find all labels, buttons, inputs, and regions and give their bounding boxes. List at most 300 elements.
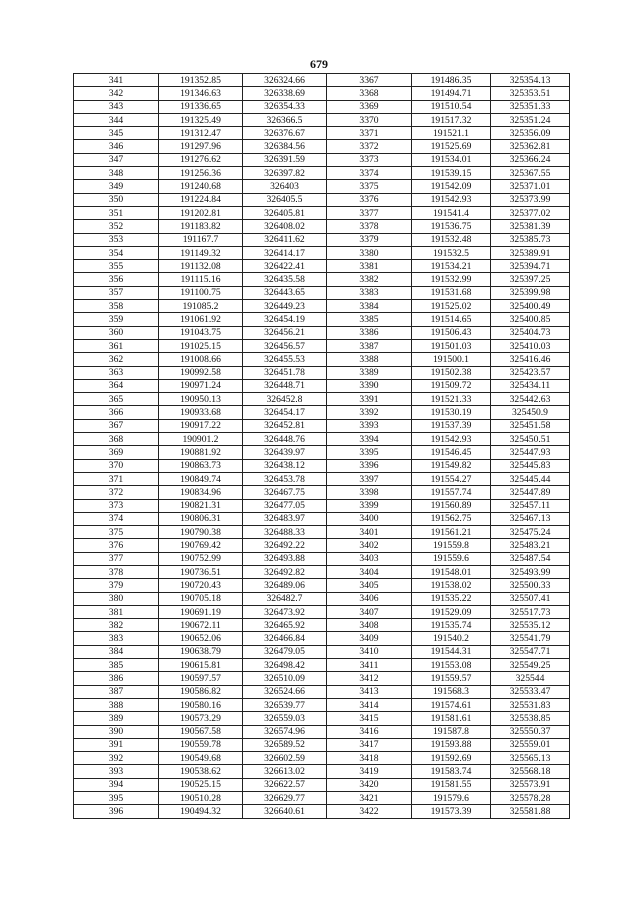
point-number-left: 354 [74,246,159,259]
point-number-right: 3419 [327,765,412,778]
point-number-left: 353 [74,233,159,246]
y-coordinate-left: 326405.5 [243,193,327,206]
x-coordinate-right: 191534.01 [412,153,491,166]
x-coordinate-right: 191525.69 [412,140,491,153]
page-number: 679 [310,57,328,71]
y-coordinate-right: 325578.28 [491,792,570,805]
x-coordinate-right: 191557.74 [412,486,491,499]
y-coordinate-left: 326482.7 [243,592,327,605]
y-coordinate-right: 325517.73 [491,605,570,618]
point-number-left: 362 [74,353,159,366]
point-number-right: 3412 [327,672,412,685]
x-coordinate-left: 191115.16 [159,273,243,286]
table-row [74,100,570,113]
x-coordinate-right: 191531.68 [412,286,491,299]
x-coordinate-left: 191167.7 [159,233,243,246]
y-coordinate-right: 325445.44 [491,472,570,485]
x-coordinate-left: 190705.18 [159,592,243,605]
point-number-left: 375 [74,526,159,539]
point-number-left: 344 [74,113,159,126]
y-coordinate-right: 325445.83 [491,459,570,472]
table-row [74,379,570,392]
point-number-right: 3417 [327,738,412,751]
point-number-right: 3379 [327,233,412,246]
y-coordinate-right: 325559.01 [491,738,570,751]
y-coordinate-right: 325500.33 [491,579,570,592]
coordinates-table-body [74,74,570,819]
x-coordinate-left: 191312.47 [159,127,243,140]
x-coordinate-right: 191540.2 [412,632,491,645]
table-row [74,446,570,459]
table-row [74,459,570,472]
y-coordinate-right: 325531.83 [491,698,570,711]
y-coordinate-right: 325544 [491,672,570,685]
point-number-right: 3395 [327,446,412,459]
y-coordinate-right: 325367.55 [491,167,570,180]
table-row [74,632,570,645]
point-number-right: 3378 [327,220,412,233]
y-coordinate-right: 325373.99 [491,193,570,206]
x-coordinate-right: 191548.01 [412,565,491,578]
table-row [74,260,570,273]
y-coordinate-right: 325399.98 [491,286,570,299]
y-coordinate-right: 325362.81 [491,140,570,153]
point-number-right: 3392 [327,406,412,419]
x-coordinate-right: 191486.35 [412,74,491,87]
y-coordinate-right: 325581.88 [491,805,570,818]
point-number-left: 384 [74,645,159,658]
x-coordinate-right: 191535.74 [412,619,491,632]
point-number-right: 3367 [327,74,412,87]
y-coordinate-left: 326640.61 [243,805,327,818]
y-coordinate-right: 325533.47 [491,685,570,698]
point-number-left: 364 [74,379,159,392]
y-coordinate-left: 326456.21 [243,326,327,339]
point-number-right: 3410 [327,645,412,658]
point-number-left: 376 [74,539,159,552]
table-row [74,539,570,552]
x-coordinate-right: 191537.39 [412,419,491,432]
table-row [74,406,570,419]
y-coordinate-right: 325538.85 [491,712,570,725]
point-number-right: 3416 [327,725,412,738]
point-number-left: 351 [74,206,159,219]
point-number-left: 343 [74,100,159,113]
y-coordinate-right: 325573.91 [491,778,570,791]
x-coordinate-left: 190769.42 [159,539,243,552]
table-row [74,526,570,539]
point-number-left: 383 [74,632,159,645]
y-coordinate-left: 326465.92 [243,619,327,632]
table-row [74,286,570,299]
x-coordinate-left: 190494.32 [159,805,243,818]
x-coordinate-left: 190790.38 [159,526,243,539]
x-coordinate-right: 191529.09 [412,605,491,618]
x-coordinate-left: 190881.92 [159,446,243,459]
table-row [74,180,570,193]
y-coordinate-right: 325549.25 [491,659,570,672]
y-coordinate-left: 326384.56 [243,140,327,153]
point-number-right: 3375 [327,180,412,193]
y-coordinate-left: 326354.33 [243,100,327,113]
y-coordinate-right: 325547.71 [491,645,570,658]
point-number-right: 3391 [327,393,412,406]
table-row [74,552,570,565]
table-row [74,113,570,126]
x-coordinate-right: 191573.39 [412,805,491,818]
x-coordinate-right: 191592.69 [412,752,491,765]
y-coordinate-left: 326438.12 [243,459,327,472]
point-number-right: 3403 [327,552,412,565]
x-coordinate-right: 191542.93 [412,433,491,446]
table-row [74,273,570,286]
y-coordinate-right: 325416.46 [491,353,570,366]
point-number-left: 380 [74,592,159,605]
y-coordinate-right: 325507.41 [491,592,570,605]
x-coordinate-left: 191043.75 [159,326,243,339]
x-coordinate-right: 191568.3 [412,685,491,698]
table-row [74,738,570,751]
y-coordinate-left: 326492.22 [243,539,327,552]
y-coordinate-left: 326488.33 [243,526,327,539]
point-number-left: 379 [74,579,159,592]
x-coordinate-left: 191352.85 [159,74,243,87]
x-coordinate-right: 191574.61 [412,698,491,711]
point-number-right: 3383 [327,286,412,299]
y-coordinate-right: 325450.51 [491,433,570,446]
table-row [74,220,570,233]
x-coordinate-left: 190821.31 [159,499,243,512]
y-coordinate-left: 326452.8 [243,393,327,406]
x-coordinate-left: 191025.15 [159,339,243,352]
point-number-left: 347 [74,153,159,166]
x-coordinate-right: 191539.15 [412,167,491,180]
point-number-left: 349 [74,180,159,193]
point-number-left: 373 [74,499,159,512]
x-coordinate-left: 190580.16 [159,698,243,711]
y-coordinate-left: 326473.92 [243,605,327,618]
x-coordinate-right: 191501.03 [412,339,491,352]
point-number-right: 3371 [327,127,412,140]
point-number-left: 369 [74,446,159,459]
y-coordinate-right: 325400.49 [491,300,570,313]
x-coordinate-left: 191183.82 [159,220,243,233]
y-coordinate-right: 325535.12 [491,619,570,632]
x-coordinate-right: 191521.33 [412,393,491,406]
table-row [74,313,570,326]
table-row [74,645,570,658]
x-coordinate-left: 190752.99 [159,552,243,565]
point-number-right: 3411 [327,659,412,672]
table-row [74,619,570,632]
x-coordinate-left: 190834.96 [159,486,243,499]
y-coordinate-right: 325404.73 [491,326,570,339]
y-coordinate-left: 326613.02 [243,765,327,778]
y-coordinate-right: 325366.24 [491,153,570,166]
x-coordinate-right: 191559.6 [412,552,491,565]
y-coordinate-right: 325371.01 [491,180,570,193]
x-coordinate-left: 191100.75 [159,286,243,299]
point-number-right: 3388 [327,353,412,366]
x-coordinate-right: 191542.93 [412,193,491,206]
y-coordinate-right: 325385.73 [491,233,570,246]
y-coordinate-right: 325356.09 [491,127,570,140]
y-coordinate-right: 325451.58 [491,419,570,432]
table-row [74,672,570,685]
table-row [74,153,570,166]
x-coordinate-left: 191202.81 [159,206,243,219]
y-coordinate-left: 326589.52 [243,738,327,751]
table-row [74,579,570,592]
y-coordinate-left: 326453.78 [243,472,327,485]
table-row [74,246,570,259]
table-row [74,778,570,791]
point-number-left: 394 [74,778,159,791]
point-number-right: 3396 [327,459,412,472]
x-coordinate-left: 190736.51 [159,565,243,578]
y-coordinate-left: 326489.06 [243,579,327,592]
x-coordinate-left: 190510.28 [159,792,243,805]
point-number-left: 389 [74,712,159,725]
x-coordinate-left: 190971.24 [159,379,243,392]
y-coordinate-right: 325351.24 [491,113,570,126]
table-row [74,433,570,446]
y-coordinate-right: 325351.33 [491,100,570,113]
point-number-left: 350 [74,193,159,206]
point-number-right: 3408 [327,619,412,632]
table-row [74,486,570,499]
point-number-right: 3409 [327,632,412,645]
coordinates-table [73,73,570,819]
y-coordinate-left: 326449.23 [243,300,327,313]
point-number-left: 342 [74,87,159,100]
table-row [74,592,570,605]
x-coordinate-left: 190720.43 [159,579,243,592]
table-row [74,393,570,406]
y-coordinate-left: 326455.53 [243,353,327,366]
y-coordinate-right: 325565.13 [491,752,570,765]
point-number-right: 3370 [327,113,412,126]
point-number-right: 3385 [327,313,412,326]
x-coordinate-left: 190849.74 [159,472,243,485]
point-number-right: 3384 [327,300,412,313]
y-coordinate-right: 325442.63 [491,393,570,406]
table-row [74,419,570,432]
x-coordinate-left: 190538.62 [159,765,243,778]
x-coordinate-right: 191541.4 [412,206,491,219]
point-number-left: 382 [74,619,159,632]
x-coordinate-left: 190638.79 [159,645,243,658]
y-coordinate-left: 326391.59 [243,153,327,166]
table-row [74,499,570,512]
y-coordinate-right: 325377.02 [491,206,570,219]
y-coordinate-left: 326574.96 [243,725,327,738]
x-coordinate-left: 191149.32 [159,246,243,259]
point-number-right: 3389 [327,366,412,379]
x-coordinate-left: 191240.68 [159,180,243,193]
y-coordinate-left: 326629.77 [243,792,327,805]
y-coordinate-left: 326448.76 [243,433,327,446]
point-number-right: 3397 [327,472,412,485]
x-coordinate-left: 190992.58 [159,366,243,379]
x-coordinate-left: 191325.49 [159,113,243,126]
x-coordinate-right: 191535.22 [412,592,491,605]
point-number-left: 387 [74,685,159,698]
point-number-right: 3381 [327,260,412,273]
point-number-left: 377 [74,552,159,565]
y-coordinate-left: 326435.58 [243,273,327,286]
point-number-left: 363 [74,366,159,379]
point-number-right: 3369 [327,100,412,113]
y-coordinate-left: 326483.97 [243,512,327,525]
x-coordinate-right: 191538.02 [412,579,491,592]
point-number-right: 3422 [327,805,412,818]
x-coordinate-right: 191587.8 [412,725,491,738]
y-coordinate-right: 325450.9 [491,406,570,419]
point-number-left: 395 [74,792,159,805]
table-row [74,512,570,525]
table-row [74,74,570,87]
point-number-left: 341 [74,74,159,87]
point-number-right: 3387 [327,339,412,352]
x-coordinate-left: 190567.58 [159,725,243,738]
y-coordinate-left: 326493.88 [243,552,327,565]
y-coordinate-left: 326456.57 [243,339,327,352]
y-coordinate-right: 325493.99 [491,565,570,578]
x-coordinate-left: 190863.73 [159,459,243,472]
y-coordinate-right: 325467.13 [491,512,570,525]
y-coordinate-right: 325475.24 [491,526,570,539]
y-coordinate-right: 325397.25 [491,273,570,286]
point-number-left: 388 [74,698,159,711]
x-coordinate-right: 191509.72 [412,379,491,392]
y-coordinate-left: 326366.5 [243,113,327,126]
table-row [74,659,570,672]
x-coordinate-right: 191553.08 [412,659,491,672]
point-number-left: 381 [74,605,159,618]
x-coordinate-left: 190586.82 [159,685,243,698]
y-coordinate-left: 326422.41 [243,260,327,273]
x-coordinate-right: 191532.5 [412,246,491,259]
table-row [74,565,570,578]
x-coordinate-left: 191346.63 [159,87,243,100]
x-coordinate-right: 191559.57 [412,672,491,685]
point-number-left: 357 [74,286,159,299]
x-coordinate-right: 191593.88 [412,738,491,751]
point-number-right: 3407 [327,605,412,618]
y-coordinate-left: 326452.81 [243,419,327,432]
table-row [74,353,570,366]
point-number-left: 348 [74,167,159,180]
point-number-left: 358 [74,300,159,313]
x-coordinate-right: 191536.75 [412,220,491,233]
point-number-right: 3386 [327,326,412,339]
table-row [74,140,570,153]
x-coordinate-left: 190901.2 [159,433,243,446]
x-coordinate-right: 191562.75 [412,512,491,525]
x-coordinate-left: 190691.19 [159,605,243,618]
point-number-left: 359 [74,313,159,326]
table-row [74,300,570,313]
table-row [74,167,570,180]
x-coordinate-right: 191534.21 [412,260,491,273]
y-coordinate-left: 326405.81 [243,206,327,219]
point-number-left: 355 [74,260,159,273]
x-coordinate-right: 191554.27 [412,472,491,485]
x-coordinate-right: 191561.21 [412,526,491,539]
point-number-right: 3398 [327,486,412,499]
y-coordinate-right: 325394.71 [491,260,570,273]
y-coordinate-left: 326439.97 [243,446,327,459]
table-row [74,366,570,379]
x-coordinate-left: 190950.13 [159,393,243,406]
point-number-right: 3393 [327,419,412,432]
y-coordinate-left: 326443.65 [243,286,327,299]
x-coordinate-left: 190549.68 [159,752,243,765]
y-coordinate-left: 326451.78 [243,366,327,379]
x-coordinate-right: 191583.74 [412,765,491,778]
point-number-left: 345 [74,127,159,140]
x-coordinate-right: 191500.1 [412,353,491,366]
y-coordinate-left: 326524.66 [243,685,327,698]
point-number-left: 390 [74,725,159,738]
point-number-left: 372 [74,486,159,499]
point-number-right: 3404 [327,565,412,578]
point-number-right: 3377 [327,206,412,219]
y-coordinate-left: 326477.05 [243,499,327,512]
y-coordinate-left: 326454.17 [243,406,327,419]
point-number-right: 3368 [327,87,412,100]
point-number-left: 368 [74,433,159,446]
point-number-right: 3399 [327,499,412,512]
x-coordinate-left: 190573.29 [159,712,243,725]
x-coordinate-right: 191506.43 [412,326,491,339]
table-row [74,605,570,618]
x-coordinate-left: 191256.36 [159,167,243,180]
y-coordinate-right: 325410.03 [491,339,570,352]
y-coordinate-right: 325541.79 [491,632,570,645]
x-coordinate-left: 191132.08 [159,260,243,273]
point-number-right: 3421 [327,792,412,805]
x-coordinate-right: 191502.38 [412,366,491,379]
point-number-right: 3394 [327,433,412,446]
point-number-right: 3382 [327,273,412,286]
y-coordinate-left: 326559.03 [243,712,327,725]
x-coordinate-right: 191581.61 [412,712,491,725]
y-coordinate-left: 326324.66 [243,74,327,87]
point-number-left: 352 [74,220,159,233]
y-coordinate-right: 325423.57 [491,366,570,379]
y-coordinate-left: 326602.59 [243,752,327,765]
point-number-left: 365 [74,393,159,406]
y-coordinate-right: 325487.54 [491,552,570,565]
point-number-right: 3414 [327,698,412,711]
table-row [74,805,570,818]
y-coordinate-right: 325550.37 [491,725,570,738]
table-row [74,326,570,339]
point-number-left: 360 [74,326,159,339]
y-coordinate-left: 326466.84 [243,632,327,645]
point-number-right: 3415 [327,712,412,725]
point-number-left: 391 [74,738,159,751]
table-row [74,752,570,765]
point-number-right: 3373 [327,153,412,166]
point-number-right: 3418 [327,752,412,765]
y-coordinate-right: 325447.89 [491,486,570,499]
table-row [74,339,570,352]
point-number-left: 386 [74,672,159,685]
table-row [74,127,570,140]
